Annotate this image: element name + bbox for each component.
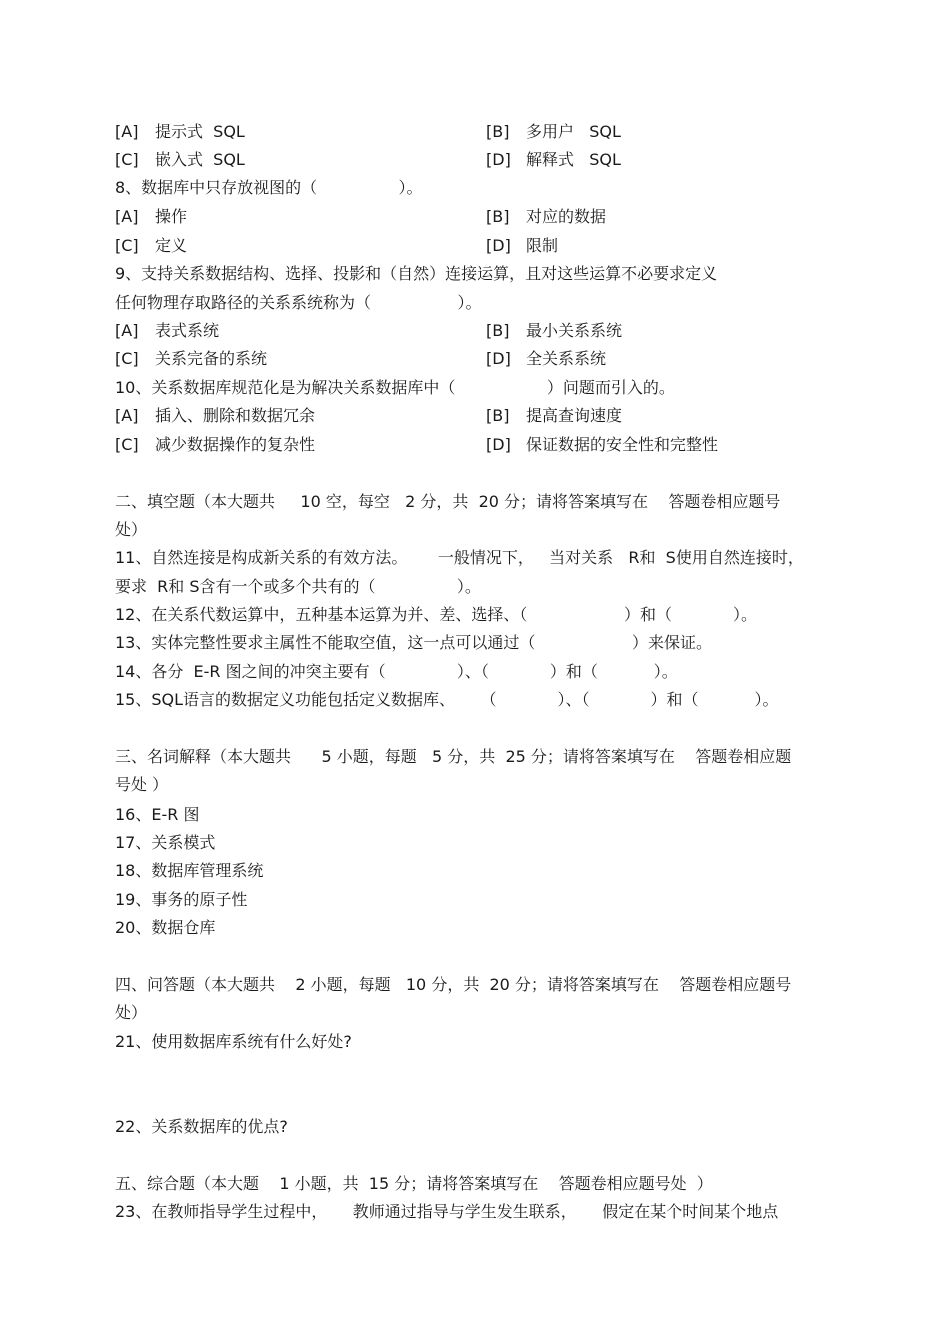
section3-heading-line1: 三、名词解释（本大题共 5 小题，每题 5 分，共 25 分；请将答案填写在 答题卷相应题 [115,747,792,766]
option-text: 操作 [155,207,188,226]
option-text: 保证数据的安全性和完整性 [526,435,719,454]
option-tag: [A] [115,321,139,340]
option-text: 定义 [155,236,188,255]
q11-line2: 要求 R和 S含有一个或多个共有的（ ）。 [115,577,481,596]
option-text: 表式系统 [155,321,220,340]
option-text: 对应的数据 [526,207,607,226]
q7-option-a [115,121,245,143]
option-tag: [D] [486,435,511,454]
option-text: 嵌入式 SQL [155,150,245,169]
option-tag: [C] [115,150,139,169]
q9-option-b [486,320,622,342]
option-tag: [C] [115,435,139,454]
section4-heading-line2: 处） [115,1003,148,1022]
option-tag: [A] [115,207,139,226]
option-text: 提高查询速度 [526,406,623,425]
q23-line1: 23、在教师指导学生过程中， 教师通过指导与学生发生联系， 假定在某个时间某个地点 [115,1202,779,1221]
q10-stem: 10、关系数据库规范化是为解决关系数据库中（ ）问题而引入的。 [115,378,675,397]
option-text: 提示式 SQL [155,122,245,141]
q10-option-a [115,405,315,427]
section3-heading-line2: 号处 ） [115,775,169,794]
option-text: 关系完备的系统 [155,349,268,368]
q17: 17、关系模式 [115,833,216,852]
section2-heading-line1: 二、填空题（本大题共 10 空，每空 2 分，共 20 分；请将答案填写在 答题卷相应题号 [115,492,781,511]
q7-option-b [486,121,621,143]
q18: 18、数据库管理系统 [115,861,264,880]
q19: 19、事务的原子性 [115,890,248,909]
option-tag: [C] [115,349,139,368]
option-tag: [A] [115,122,139,141]
section2-heading-line2: 处） [115,520,148,539]
q8-option-c [115,235,187,257]
q15: 15、SQL语言的数据定义功能包括定义数据库、 （ ）、（ ）和（ ）。 [115,690,779,709]
q8-option-b [486,206,606,228]
q20: 20、数据仓库 [115,918,216,937]
q22: 22、关系数据库的优点? [115,1117,288,1136]
option-text: 解释式 SQL [526,150,621,169]
option-text: 减少数据操作的复杂性 [155,435,316,454]
q8-option-d [486,235,558,257]
q14: 14、各分 E-R 图之间的冲突主要有（ ）、（ ）和（ ）。 [115,662,678,681]
q10-option-d [486,434,718,456]
q10-option-c [115,434,315,456]
option-tag: [A] [115,406,139,425]
option-tag: [B] [486,122,510,141]
q13: 13、实体完整性要求主属性不能取空值，这一点可以通过（ ）来保证。 [115,633,712,652]
option-text: 全关系系统 [526,349,607,368]
option-tag: [C] [115,236,139,255]
q9-stem-line2: 任何物理存取路径的关系系统称为（ ）。 [115,293,482,312]
q9-option-a [115,320,219,342]
option-tag: [B] [486,321,510,340]
section4-heading-line1: 四、问答题（本大题共 2 小题，每题 10 分，共 20 分；请将答案填写在 答题卷相应题号 [115,975,792,994]
option-text: 多用户 SQL [526,122,621,141]
q8-stem: 8、数据库中只存放视图的（ ）。 [115,178,423,197]
q11-line1: 11、自然连接是构成新关系的有效方法。 一般情况下， 当对关系 R和 S使用自然连接时， [115,548,804,567]
option-tag: [D] [486,349,511,368]
option-tag: [B] [486,406,510,425]
option-tag: [D] [486,150,511,169]
option-tag: [D] [486,236,511,255]
option-text: 最小关系系统 [526,321,623,340]
q21: 21、使用数据库系统有什么好处? [115,1032,352,1051]
option-tag: [B] [486,207,510,226]
option-text: 限制 [526,236,559,255]
section5-heading: 五、综合题（本大题 1 小题，共 15 分；请将答案填写在 答题卷相应题号处 ） [115,1174,713,1193]
q10-option-b [486,405,622,427]
q16: 16、E-R 图 [115,805,200,824]
q9-option-d [486,348,606,370]
q12: 12、在关系代数运算中，五种基本运算为并、差、选择、（ ）和（ ）。 [115,605,758,624]
q7-option-c [115,149,245,171]
option-text: 插入、删除和数据冗余 [155,406,316,425]
q8-option-a [115,206,187,228]
q9-option-c [115,348,267,370]
q7-option-d [486,149,621,171]
q9-stem-line1: 9、支持关系数据结构、选择、投影和（自然）连接运算，且对这些运算不必要求定义 [115,264,718,283]
